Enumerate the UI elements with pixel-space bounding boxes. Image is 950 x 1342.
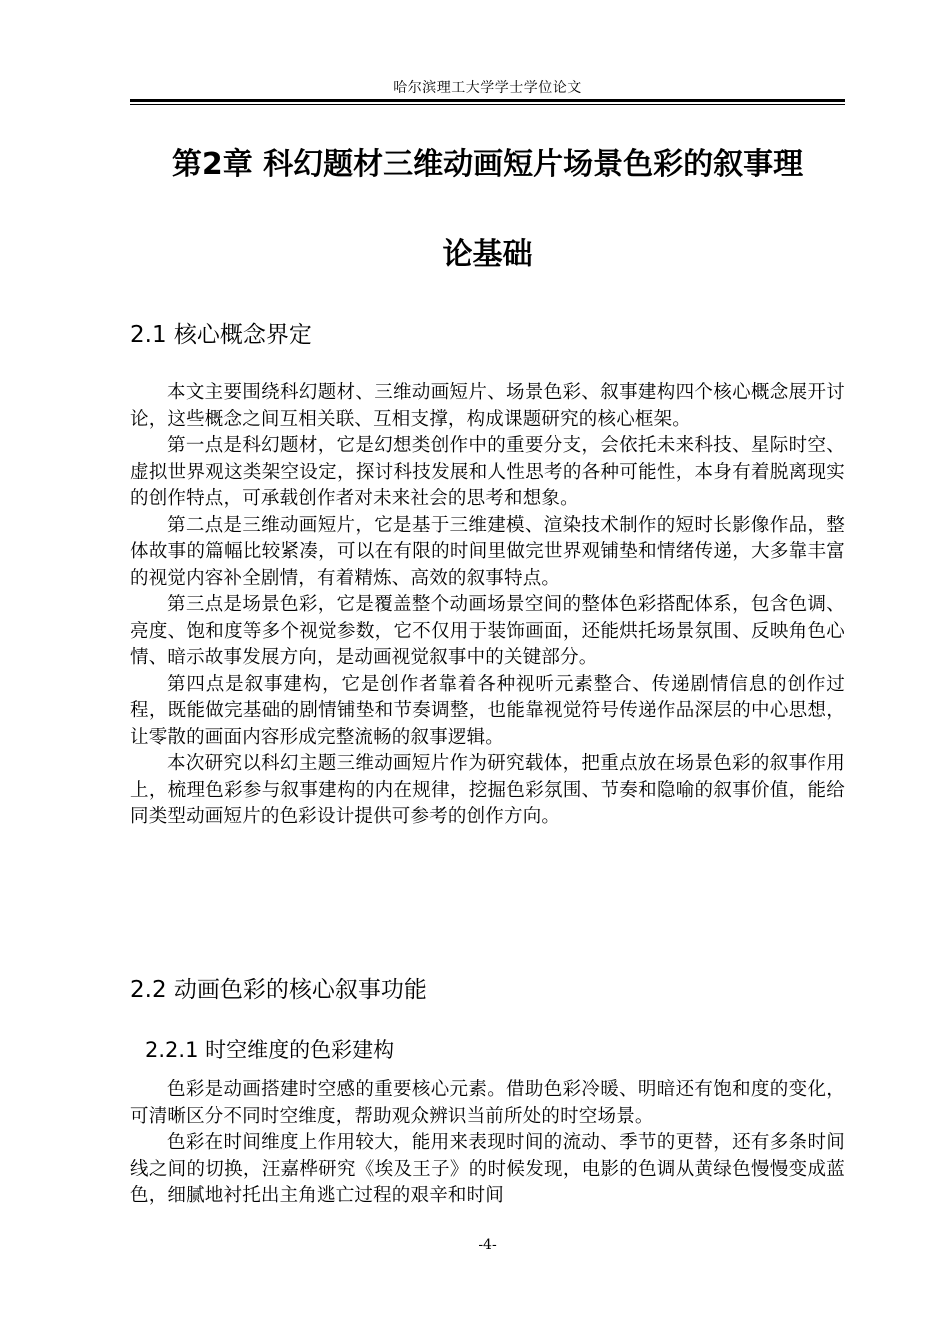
chapter-title-line1: 第2章 科幻题材三维动画短片场景色彩的叙事理 — [171, 147, 804, 182]
subsection-title-2-2-1: 2.2.1 时空维度的色彩建构 — [145, 1038, 395, 1062]
chapter-title-line2: 论基础 — [442, 237, 533, 272]
paragraph: 色彩是动画搭建时空感的重要核心元素。借助色彩冷暖、明暗还有饱和度的变化，可清晰区分不同时空维度，帮助观众辨识当前所处的时空场景。 — [130, 1079, 845, 1127]
paragraph: 色彩在时间维度上作用较大，能用来表现时间的流动、季节的更替，还有多条时间线之间的切换，汪嘉桦研究《埃及王子》的时候发现，电影的色调从黄绿色慢慢变成蓝色，细腻地衬托出主角逃亡过程的艰辛和时间 — [130, 1132, 845, 1206]
paragraph: 本次研究以科幻主题三维动画短片作为研究载体，把重点放在场景色彩的叙事作用上，梳理色彩参与叙事建构的内在规律，挖掘色彩氛围、节奏和隐喻的叙事价值，能给同类型动画短片的色彩设计提供可参考的创作方向。 — [130, 753, 845, 827]
running-header: 哈尔滨理工大学学士学位论文 — [393, 80, 582, 96]
header-rule-thick — [130, 99, 845, 102]
header-rule-thin — [130, 104, 845, 105]
paragraph: 第一点是科幻题材，它是幻想类创作中的重要分支，会依托未来科技、星际时空、虚拟世界观这类架空设定，探讨科技发展和人性思考的各种可能性，本身有着脱离现实的创作特点，可承载创作者对未来社会的思考和想象。 — [130, 435, 845, 509]
page-number: -4- — [478, 1237, 497, 1253]
paragraph: 第三点是场景色彩，它是覆盖整个动画场景空间的整体色彩搭配体系，包含色调、亮度、饱和度等多个视觉参数，它不仅用于装饰画面，还能烘托场景氛围、反映角色心情、暗示故事发展方向，是动画视觉叙事中的关键部分。 — [130, 594, 845, 668]
section-title-2-2: 2.2 动画色彩的核心叙事功能 — [130, 977, 427, 1003]
paragraph: 第四点是叙事建构，它是创作者靠着各种视听元素整合、传递剧情信息的创作过程，既能做完基础的剧情铺垫和节奏调整，也能靠视觉符号传递作品深层的中心思想，让零散的画面内容形成完整流畅的叙事逻辑。 — [130, 673, 845, 748]
section-title-2-1: 2.1 核心概念界定 — [130, 322, 312, 348]
section-2-1-body — [130, 380, 845, 831]
paragraph: 本文主要围绕科幻题材、三维动画短片、场景色彩、叙事建构四个核心概念展开讨论，这些概念之间互相关联、互相支撑，构成课题研究的核心框架。 — [130, 382, 845, 430]
subsection-2-2-1-body — [130, 1077, 845, 1210]
paragraph: 第二点是三维动画短片，它是基于三维建模、渲染技术制作的短时长影像作品，整体故事的篇幅比较紧凑，可以在有限的时间里做完世界观铺垫和情绪传递，大多靠丰富的视觉内容补全剧情，有着精炼、高效的叙事特点。 — [130, 514, 845, 589]
chapter-title — [130, 147, 845, 272]
